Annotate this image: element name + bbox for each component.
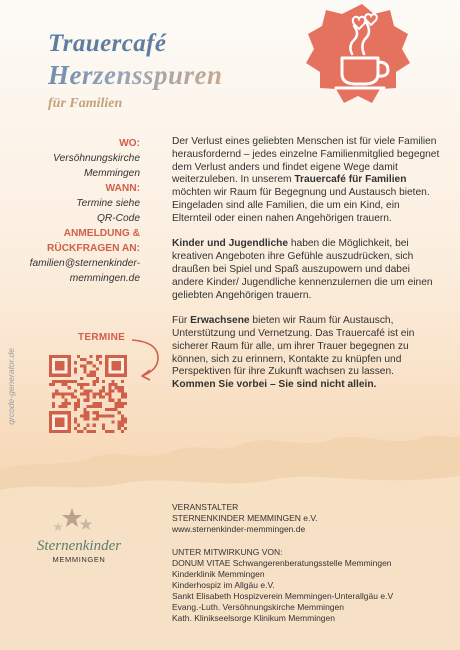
coffee-cup-icon [300, 0, 424, 110]
partner-item: Kinderhospiz im Allgäu e.V. [172, 580, 275, 590]
organizer-name: STERNENKINDER MEMMINGEN e.V. [172, 513, 318, 523]
main-text [172, 136, 440, 405]
title-line-2: Herzensspuren [48, 60, 223, 90]
where-label: WO: [119, 138, 140, 149]
qr-code-icon[interactable] [49, 355, 127, 433]
title-line-1: Trauercafé [48, 30, 167, 57]
qr-credit: qrcode-generator.de [6, 348, 16, 425]
partner-item: Kath. Klinikseelsorge Klinikum Memmingen [172, 613, 335, 623]
curved-arrow-icon [128, 336, 168, 382]
organizer-web[interactable]: www.sternenkinder-memmingen.de [172, 524, 306, 534]
termine-label: TERMINE [78, 332, 126, 343]
event-info [10, 136, 140, 286]
partner-item: Evang.-Luth. Versöhnungskirche Memmingen [172, 602, 344, 612]
register-email-1[interactable]: familien@sternenkinder- [29, 258, 140, 269]
paragraph-children: Kinder und Jugendliche haben die Möglichkeit, bei kreativen Angeboten ihre Gefühle auszudrücken, sich draußen bei Spiel und Spaß auszupowern und dabei andere Kinder/ Jugendliche kennenzulernen die um einen geliebten Angehörigen trauern. [172, 238, 433, 301]
register-label-2: RÜCKFRAGEN AN: [46, 243, 140, 254]
svg-text:MEMMINGEN: MEMMINGEN [52, 555, 106, 564]
title-subtitle: für Familien [48, 96, 123, 111]
register-email-2[interactable]: memmingen.de [69, 273, 140, 284]
when-label: WANN: [105, 183, 140, 194]
partner-item: DONUM VITAE Schwangerenberatungsstelle Memmingen [172, 558, 392, 568]
paragraph-adults: Für Erwachsene bieten wir Raum für Austausch, Unterstützung und Vernetzung. Das Trauercafé ist ein sicherer Raum für alle, um ihrer Trauer begegnen zu können, sich zu erinnern, Kontakte zu knüpfen und Perspektiven für ihre Zukunft wachsen zu lassen. Kommen Sie vorbei – Sie sind nicht allein. [172, 315, 415, 391]
when-value-1: Termine siehe [76, 198, 140, 209]
sternenkinder-logo [14, 504, 144, 574]
partners-label: UNTER MITWIRKUNG VON: [172, 547, 283, 557]
stars-icon [53, 508, 93, 531]
organizer-label: VERANSTALTER [172, 502, 239, 512]
partner-item: Sankt Elisabeth Hospizverein Memmingen-Unterallgäu e.V [172, 591, 394, 601]
when-value-2: QR-Code [96, 213, 140, 224]
svg-text:Sternenkinder: Sternenkinder [36, 538, 122, 554]
register-label-1: ANMELDUNG & [63, 228, 140, 239]
paragraph-intro: Der Verlust eines geliebten Menschen ist für viele Familien herausfordernd – jedes einzelne Familienmitglied begegnet dem Verlust anders und findet eigene Wege damit weiterzuleben. In unserem Trauercafé für Familien möchten wir Raum für Begegnung und Austausch bieten. Eingeladen sind alle Familien, die um ein Kind, ein Elternteil oder einen nahen Angehörigen trauern. [172, 136, 440, 224]
where-value-1: Versöhnungskirche [53, 153, 140, 164]
where-value-2: Memmingen [83, 168, 140, 179]
footer [172, 502, 452, 624]
partner-item: Kinderklinik Memmingen [172, 569, 265, 579]
